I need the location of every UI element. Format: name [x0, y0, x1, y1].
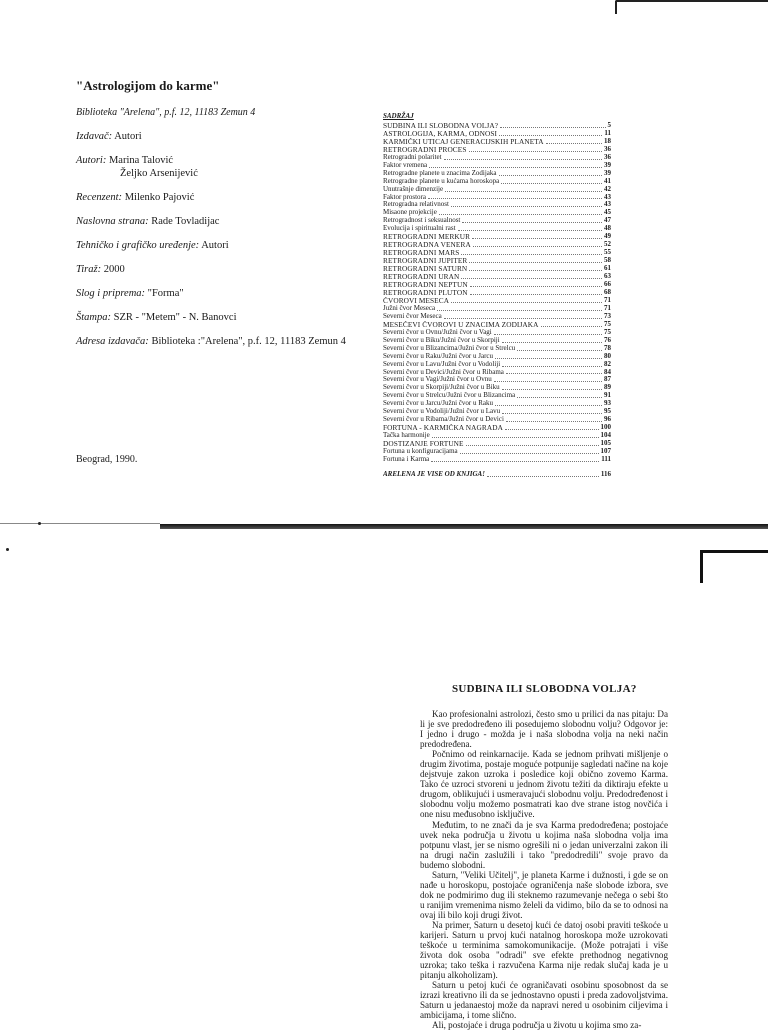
toc-entry-page: 48 — [604, 225, 611, 233]
credit-label: Štampa: — [76, 312, 111, 323]
toc-entry-page: 107 — [600, 448, 611, 456]
toc-entry — [383, 146, 611, 154]
toc-leader — [472, 233, 602, 239]
toc-entry-title: RETROGRADNI URAN — [383, 273, 460, 282]
scan-divider — [0, 523, 160, 524]
toc-entry-page: 47 — [604, 217, 611, 225]
toc-entry-title: RETROGRADNI MARS — [383, 249, 460, 258]
toc-entry-title: Severni čvor u Ovnu/Južni čvor u Vagi — [383, 328, 492, 336]
credit-value: Željko Arsenijević — [120, 168, 198, 179]
scan-divider — [160, 524, 768, 529]
toc-leader — [462, 217, 602, 223]
toc-list — [383, 122, 611, 464]
toc-leader — [505, 424, 599, 430]
toc-leader — [470, 289, 602, 295]
toc-entry-title: Fortuna i Karma — [383, 455, 430, 463]
toc-entry-page: 89 — [604, 384, 611, 392]
credit-value: Autori — [114, 131, 142, 142]
toc-entry-page: 104 — [600, 432, 611, 440]
toc-entry-page: 41 — [604, 177, 611, 185]
toc-entry — [383, 369, 611, 377]
toc-entry-title: Severni čvor u Ribama/Južni čvor u Devici — [383, 416, 504, 424]
toc-entry-title: MESEČEVI ČVOROVI U ZNACIMA ZODIJAKA — [383, 320, 539, 329]
toc-entry-page: 87 — [604, 376, 611, 384]
toc-entry-page: 93 — [604, 400, 611, 408]
toc-entry — [383, 440, 611, 448]
toc-leader — [494, 329, 602, 335]
toc-entry-title: RETROGRADNI PLUTON — [383, 288, 468, 297]
credit-value: SZR - "Metem" - N. Banovci — [113, 312, 237, 323]
toc-leader — [444, 313, 602, 319]
toc-leader — [437, 305, 602, 311]
toc-entry — [383, 400, 611, 408]
credit-line — [76, 311, 356, 324]
toc-entry — [383, 170, 611, 178]
toc-entry-page: 82 — [604, 360, 611, 368]
toc-entry-title: Fortuna u konfiguracijama — [383, 448, 458, 456]
toc-entry-title: Retrogradnost i seksualnost — [383, 217, 461, 225]
toc-leader — [432, 432, 599, 438]
toc-entry — [383, 138, 611, 146]
credit-value: Marina Talović — [108, 155, 174, 166]
toc-entry-page: 84 — [604, 368, 611, 376]
toc-leader — [469, 146, 603, 152]
toc-leader — [466, 440, 599, 446]
toc-entry-page: 39 — [604, 161, 611, 169]
toc-leader — [517, 392, 602, 398]
scan-page-edge — [615, 0, 768, 14]
toc-entry-title: RETROGRADNI SATURN — [383, 265, 468, 274]
chapter-paragraph: Međutim, to ne znači da je sva Karma predodređena; postojaće uvek neka područja u životu u kojima naša slobodna volja ima potpunu vlast, jer se nismo ogrešili ni o jedan univerzalni zakon ili na drugi način zaslužili i tako "predodredili" svoje pravo da budemo slobodni. — [420, 819, 668, 870]
toc-entry-page: 18 — [604, 137, 611, 145]
scan-speck — [38, 522, 41, 525]
toc-entry — [383, 281, 611, 289]
toc-leader — [473, 241, 602, 247]
chapter-paragraph: Počnimo od reinkarnacije. Kada se jednom prihvati mišljenje o drugim životima, postaje moguće potpunije sagledati načine na koje dejstvuje zakon uzroka i posledice koji obično zovemo Karma. Tako će uzroci stvoreni u jednom životu težiti da diktiraju efekte u drugom, oblikujući i usmeravajući slobodnu volju. Predodređenost i slobodnu volju možemo posmatrati kao dve strane istog novčića i one nisu međusobno isključive. — [420, 749, 668, 820]
toc-entry — [383, 305, 611, 313]
chapter-paragraph: Saturn, "Veliki Učitelj", je planeta Karme i dužnosti, i gde se on nađe u horoskopu, postojaće ograničenja naše slobode izbora, sve dok ne podmirimo dug ili steknemo razumevanje nečega o sebi što u ranijim vremenima nismo želeli da vidimo, bilo da se to odnosi na ovaj ili bilo koji drugi život. — [420, 869, 668, 920]
toc-entry-title: ČVOROVI MESECA — [383, 296, 450, 305]
toc-leader — [541, 321, 602, 327]
toc-leader — [487, 471, 599, 477]
toc-entry-title: Severni čvor Meseca — [383, 312, 442, 320]
toc-entry — [383, 432, 611, 440]
toc-heading: SADRŽAJ — [383, 112, 414, 120]
toc-entry — [383, 321, 611, 329]
toc-entry-page: 76 — [604, 336, 611, 344]
toc-entry-title: Faktor prostora — [383, 193, 426, 201]
toc-entry-title: RETROGRADNI JUPITER — [383, 257, 468, 266]
toc-entry-page: 105 — [600, 440, 611, 448]
credit-line — [76, 239, 356, 252]
toc-entry-title: Misaone projekcije — [383, 209, 437, 217]
toc-footer-title: ARELENA JE VIŠE OD KNJIGA! — [383, 470, 485, 478]
toc-entry-title: Severni čvor u Devici/Južni čvor u Ribama — [383, 368, 504, 376]
chapter-title: SUDBINA ILI SLOBODNA VOLJA? — [452, 683, 637, 695]
toc-entry-title: Retrogradne planete u kućama horoskopa — [383, 177, 500, 185]
toc-entry-page: 36 — [604, 145, 611, 153]
toc-entry-title: Severni čvor u Lavu/Južni čvor u Vodoliji — [383, 360, 501, 368]
toc-leader — [501, 178, 602, 184]
toc-leader — [502, 384, 602, 390]
toc-entry-page: 42 — [604, 185, 611, 193]
credit-label: Izdavač: — [76, 131, 113, 142]
toc-leader — [499, 170, 602, 176]
toc-entry — [383, 265, 611, 273]
toc-entry-title: Evolucija i spiritualni rast — [383, 225, 456, 233]
toc-entry — [383, 337, 611, 345]
toc-entry-title: Severni čvor u Vodoliji/Južni čvor u Lavu — [383, 408, 501, 416]
credit-line — [76, 130, 356, 143]
toc-entry — [383, 162, 611, 170]
toc-leader — [546, 138, 602, 144]
table-of-contents — [383, 113, 611, 479]
credit-label: Tiraž: — [76, 264, 102, 275]
toc-entry-title: Severni čvor u Blizancima/Južni čvor u Strelcu — [383, 344, 516, 352]
toc-entry-title: KARMIČKI UTICAJ GENERACIJSKIH PLANETA — [383, 137, 544, 146]
credit-line — [76, 167, 356, 180]
toc-leader — [451, 297, 602, 303]
toc-entry-title: Severni čvor u Škorpiji/Južni čvor u Biku — [383, 384, 500, 392]
credit-label: Adresa izdavača: — [76, 336, 149, 347]
credit-value: 2000 — [103, 264, 125, 275]
toc-entry-page: 5 — [607, 121, 611, 129]
credit-line — [76, 191, 356, 204]
toc-footer-page: 116 — [600, 470, 611, 478]
scan-speck — [6, 548, 9, 551]
toc-leader — [502, 408, 602, 414]
toc-entry-title: SUDBINA ILI SLOBODNA VOLJA? — [383, 121, 499, 130]
toc-entry — [383, 186, 611, 194]
toc-leader — [500, 122, 605, 128]
toc-entry-title: Severni čvor u Biku/Južni čvor u Škorpiji — [383, 336, 500, 344]
city-year: Beograd, 1990. — [76, 454, 138, 465]
series-line: Biblioteka "Arelena", p.f. 12, 11183 Zemun 4 — [76, 107, 256, 118]
toc-entry-title: Retrogradni polaritet — [383, 153, 442, 161]
toc-entry-page: 45 — [604, 209, 611, 217]
toc-entry-title: Severni čvor u Jarcu/Južni čvor u Raku — [383, 400, 494, 408]
credits-page — [76, 78, 356, 359]
toc-entry — [383, 178, 611, 186]
toc-leader — [429, 162, 602, 168]
toc-entry-page: 73 — [604, 312, 611, 320]
toc-entry-title: ASTROLOGIJA, KARMA, ODNOSI — [383, 129, 498, 138]
toc-entry-page: 61 — [604, 265, 611, 273]
toc-entry — [383, 297, 611, 305]
toc-entry — [383, 384, 611, 392]
toc-entry-title: RETROGRADNI MERKUR — [383, 233, 471, 242]
toc-entry — [383, 201, 611, 209]
toc-entry — [383, 313, 611, 321]
toc-leader — [444, 154, 602, 160]
toc-entry-title: Severni čvor u Raku/Južni čvor u Jarcu — [383, 352, 494, 360]
toc-entry — [383, 408, 611, 416]
toc-leader — [469, 257, 602, 263]
credit-line — [76, 154, 356, 167]
toc-leader — [439, 209, 602, 215]
toc-entry-page: 78 — [604, 344, 611, 352]
toc-entry-page: 39 — [604, 169, 611, 177]
toc-leader — [495, 353, 602, 359]
toc-entry-title: Severni čvor u Vagi/Južni čvor u Ovnu — [383, 376, 492, 384]
toc-entry — [383, 249, 611, 257]
toc-entry — [383, 154, 611, 162]
toc-entry — [383, 392, 611, 400]
toc-leader — [460, 448, 599, 454]
toc-entry-page: 63 — [604, 273, 611, 281]
credit-label: Naslovna strana: — [76, 216, 149, 227]
credit-label: Tehničko i grafičko uređenje: — [76, 240, 200, 251]
toc-entry-page: 43 — [604, 193, 611, 201]
scan-page-edge — [700, 550, 768, 583]
toc-entry — [383, 361, 611, 369]
toc-entry — [383, 448, 611, 456]
toc-entry-page: 58 — [604, 257, 611, 265]
toc-leader — [506, 416, 602, 422]
credit-value: Milenko Pajović — [124, 192, 195, 203]
credit-label: Autori: — [76, 155, 107, 166]
toc-entry-page: 49 — [604, 233, 611, 241]
credit-line — [76, 335, 356, 348]
toc-entry-title: RETROGRADNI PROCES — [383, 145, 467, 154]
toc-entry-page: 43 — [604, 201, 611, 209]
toc-entry — [383, 225, 611, 233]
toc-entry-page: 52 — [604, 241, 611, 249]
toc-leader — [458, 225, 602, 231]
toc-entry — [383, 289, 611, 297]
toc-entry-title: RETROGRADNA VENERA — [383, 241, 471, 250]
toc-entry — [383, 194, 611, 202]
toc-entry-page: 55 — [604, 249, 611, 257]
credit-value: Biblioteka :"Arelena", p.f. 12, 11183 Zemun 4 — [151, 336, 346, 347]
toc-entry — [383, 416, 611, 424]
toc-entry-title: Unutrašnje dimenzije — [383, 185, 444, 193]
chapter-paragraph: Na primer, Saturn u desetoj kući će datoj osobi praviti teškoće u karijeri. Saturn u prvoj kući natalnog horoskopa može uzrokovati teškoće u terminima samokomunikacije. (Može potrajati i više života dok osoba "odradi" sve efekte prethodnog negativnog uzroka; tako teška i razvučena Karma nije redak slučaj kada je u pitanju alkoholizam). — [420, 919, 668, 981]
toc-entry — [383, 345, 611, 353]
toc-leader — [502, 337, 602, 343]
book-title: "Astrologijom do karme" — [76, 78, 220, 93]
toc-entry-page: 91 — [604, 392, 611, 400]
credit-value: Autori — [201, 240, 229, 251]
toc-entry-title: Retrogradne planete u znacima Zodijaka — [383, 169, 497, 177]
toc-entry-page: 71 — [604, 296, 611, 304]
credit-line — [76, 287, 356, 300]
chapter-body — [420, 709, 668, 1031]
toc-entry-page: 96 — [604, 416, 611, 424]
toc-entry-page: 100 — [600, 424, 611, 432]
toc-leader — [461, 273, 602, 279]
toc-entry-page: 66 — [604, 281, 611, 289]
toc-entry-page: 75 — [604, 328, 611, 336]
toc-leader — [431, 456, 599, 462]
credit-line — [76, 215, 356, 228]
credit-label: Slog i priprema: — [76, 288, 146, 299]
toc-entry-page: 71 — [604, 304, 611, 312]
toc-entry — [383, 217, 611, 225]
toc-entry-title: RETROGRADNI NEPTUN — [383, 281, 468, 289]
toc-entry — [383, 233, 611, 241]
toc-entry — [383, 130, 611, 138]
credit-label: Recenzent: — [76, 192, 123, 203]
toc-leader — [451, 201, 602, 207]
chapter-paragraph: Ali, postojaće i druga područja u životu u kojima smo za- — [432, 1020, 642, 1031]
credits-list — [76, 130, 356, 348]
toc-entry-page: 68 — [604, 288, 611, 296]
toc-leader — [517, 345, 602, 351]
toc-entry — [383, 456, 611, 464]
toc-entry — [383, 329, 611, 337]
toc-entry-title: Severni čvor u Strelcu/Južni čvor u Blizancima — [383, 392, 516, 400]
toc-entry-page: 80 — [604, 352, 611, 360]
toc-entry — [383, 241, 611, 249]
chapter-paragraph: Saturn u petoj kući će ograničavati osobinu sposobnost da se izrazi kreativno ili da se jednostavno opusti i preda zadovoljstvima. Saturn u jedanaestoj može da napravi nered u osobinim ciljevima i ambicijama, i tome slično. — [420, 980, 668, 1021]
toc-entry — [383, 273, 611, 281]
toc-entry-title: Faktor vremena — [383, 161, 428, 169]
toc-leader — [499, 130, 602, 136]
toc-entry-page: 11 — [604, 129, 611, 137]
toc-leader — [495, 400, 602, 406]
toc-entry — [383, 257, 611, 265]
toc-leader — [494, 376, 602, 382]
toc-leader — [470, 281, 602, 287]
toc-entry-title: Retrogradna relativnost — [383, 201, 449, 209]
toc-entry-page: 75 — [604, 320, 611, 328]
toc-entry-page: 111 — [601, 455, 611, 463]
credit-value: Rade Tovladijac — [151, 216, 220, 227]
toc-footer — [383, 471, 611, 479]
toc-entry — [383, 424, 611, 432]
toc-entry-page: 36 — [604, 153, 611, 161]
toc-entry-title: DOSTIZANJE FORTUNE — [383, 440, 464, 449]
toc-leader — [469, 265, 602, 271]
credit-value: "Forma" — [147, 288, 184, 299]
toc-entry — [383, 353, 611, 361]
toc-leader — [428, 194, 602, 200]
toc-entry-title: Tačka harmonije — [383, 432, 430, 440]
credit-line — [76, 263, 356, 276]
toc-leader — [445, 186, 602, 192]
toc-entry — [383, 209, 611, 217]
toc-entry-title: FORTUNA - KARMIČKA NAGRADA — [383, 424, 503, 433]
toc-entry — [383, 122, 611, 130]
chapter-paragraph: Kao profesionalni astrolozi, često smo u prilici da nas pitaju: Da li je sve predodređeno ili posedujemo slobodnu volju? Odgovor je: I jedno i drugo - možda je i naša slobodna volja na neki način predodređena. — [420, 709, 668, 750]
toc-entry-title: Južni čvor Meseca — [383, 304, 436, 312]
toc-leader — [502, 361, 602, 367]
toc-leader — [461, 249, 602, 255]
toc-leader — [506, 369, 602, 375]
toc-entry — [383, 376, 611, 384]
toc-entry-page: 95 — [604, 408, 611, 416]
